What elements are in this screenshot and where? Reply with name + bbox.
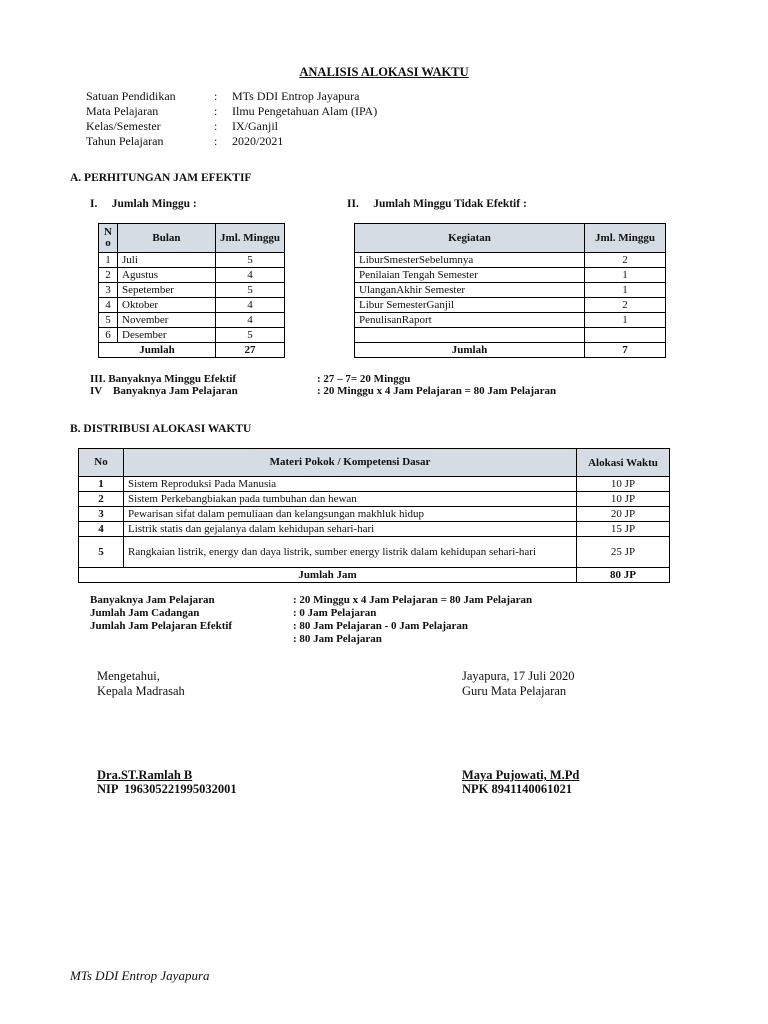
cell-no: 1 [99, 253, 118, 268]
cell-kegiatan: PenulisanRaport [355, 313, 585, 328]
summary-label: Banyaknya Jam Pelajaran [90, 594, 215, 606]
cell-kegiatan: Penilaian Tengah Semester [355, 268, 585, 283]
summary-value: : 0 Jam Pelajaran [293, 607, 377, 619]
info-separator: : [214, 104, 218, 118]
cell-materi: Listrik statis dan gejalanya dalam kehidupan sehari-hari [124, 522, 577, 537]
table-row [355, 268, 666, 283]
table-row [99, 313, 285, 328]
info-row-satuan [86, 89, 377, 104]
cell-no: 5 [99, 313, 118, 328]
cell-jml: 2 [585, 298, 666, 313]
cell-materi: Sistem Reproduksi Pada Manusia [124, 477, 577, 492]
cell-bulan: Desember [118, 328, 216, 343]
teacher-name: Maya Pujowati, M.Pd [462, 768, 580, 782]
sign-right-line2: Guru Mata Pelajaran [462, 684, 567, 698]
cell-jml: 2 [585, 253, 666, 268]
table-row [355, 298, 666, 313]
info-row-kelas [86, 119, 377, 134]
table-header-row [79, 449, 670, 477]
weeks-table [98, 223, 285, 358]
effective-weeks-value: : 27 – 7= 20 Minggu [317, 373, 411, 385]
cell-no: 4 [99, 298, 118, 313]
effective-weeks-label: III. Banyaknya Minggu Efektif [90, 373, 237, 385]
table-row [99, 328, 285, 343]
summary-block [90, 594, 533, 646]
summary-value: : 80 Jam Pelajaran [293, 633, 382, 645]
info-value: MTs DDI Entrop Jayapura [232, 89, 360, 103]
subsection-ii-heading: II. Jumlah Minggu Tidak Efektif : [347, 198, 527, 210]
cell-jml: 1 [585, 283, 666, 298]
cell-no: 1 [79, 477, 124, 492]
table-total-row [99, 343, 285, 358]
table-row [79, 492, 670, 507]
section-a-heading: A. PERHITUNGAN JAM EFEKTIF [70, 172, 252, 184]
cell-bulan: Oktober [118, 298, 216, 313]
header-alokasi: Alokasi Waktu [577, 449, 670, 477]
table-row [99, 298, 285, 313]
cell-kegiatan: LiburSmesterSebelumnya [355, 253, 585, 268]
total-label: Jumlah [99, 343, 216, 358]
total-value: 27 [216, 343, 285, 358]
lesson-hours-label: IV Banyaknya Jam Pelajaran [90, 385, 238, 397]
table-header-row [99, 224, 285, 253]
summary-row [90, 594, 533, 607]
cell-jml: 5 [216, 328, 285, 343]
summary-label: Jumlah Jam Pelajaran Efektif [90, 620, 233, 632]
cell-jml: 1 [585, 268, 666, 283]
summary-value: : 20 Minggu x 4 Jam Pelajaran = 80 Jam Pelajaran [293, 594, 533, 606]
summary-row [90, 633, 382, 646]
sign-right-line1: Jayapura, 17 Juli 2020 [462, 669, 575, 683]
header-kegiatan: Kegiatan [355, 224, 585, 253]
section-b-heading: B. DISTRIBUSI ALOKASI WAKTU [70, 423, 252, 435]
distribution-table [78, 448, 670, 583]
info-label: Satuan Pendidikan [86, 89, 176, 103]
header-no: N o [99, 224, 118, 253]
cell-alokasi: 20 JP [577, 507, 670, 522]
signature-left [97, 669, 185, 699]
lesson-hours-value: : 20 Minggu x 4 Jam Pelajaran = 80 Jam Pelajaran [317, 385, 557, 397]
summary-row [90, 607, 377, 620]
principal-name: Dra.ST.Ramlah B [97, 768, 193, 782]
info-row-mapel [86, 104, 377, 119]
cell-no: 3 [99, 283, 118, 298]
cell-jml: 4 [216, 313, 285, 328]
table-row [99, 253, 285, 268]
header-no: No [79, 449, 124, 477]
cell-no: 3 [79, 507, 124, 522]
cell-alokasi: 25 JP [577, 537, 670, 568]
info-value: IX/Ganjil [232, 119, 278, 133]
cell-jml [585, 328, 666, 343]
table-header-row [355, 224, 666, 253]
cell-jml: 4 [216, 268, 285, 283]
cell-bulan: Agustus [118, 268, 216, 283]
teacher-npk: NPK 8941140061021 [462, 782, 573, 796]
ineffective-weeks-table [354, 223, 666, 358]
document-title: ANALISIS ALOKASI WAKTU [299, 65, 469, 79]
table-row [355, 328, 666, 343]
cell-no: 2 [99, 268, 118, 283]
cell-jml: 1 [585, 313, 666, 328]
summary-value: : 80 Jam Pelajaran - 0 Jam Pelajaran [293, 620, 469, 632]
summary-label: Jumlah Jam Cadangan [90, 607, 200, 619]
cell-materi: Pewarisan sifat dalam pemuliaan dan kelangsungan makhluk hidup [124, 507, 577, 522]
table-row [79, 522, 670, 537]
cell-no: 2 [79, 492, 124, 507]
header-bulan: Bulan [118, 224, 216, 253]
table-total-row [355, 343, 666, 358]
table-row [355, 253, 666, 268]
summary-row [90, 620, 469, 633]
cell-no: 4 [79, 522, 124, 537]
table-row [99, 283, 285, 298]
total-value: 80 JP [577, 568, 670, 583]
cell-jml: 4 [216, 298, 285, 313]
cell-no: 5 [79, 537, 124, 568]
identity-block [86, 89, 377, 149]
info-label: Kelas/Semester [86, 119, 161, 133]
cell-jml: 5 [216, 253, 285, 268]
cell-kegiatan: UlanganAkhir Semester [355, 283, 585, 298]
cell-materi: Rangkaian listrik, energy dan daya listrik, sumber energy listrik dalam kehidupan sehari-hari [124, 537, 577, 568]
table-total-row [79, 568, 670, 583]
subsection-i-heading: I. Jumlah Minggu : [90, 198, 197, 210]
info-separator: : [214, 119, 218, 133]
info-separator: : [214, 134, 218, 148]
table-row [99, 268, 285, 283]
info-row-tahun [86, 134, 377, 149]
cell-bulan: Sepetember [118, 283, 216, 298]
header-jml-minggu: Jml. Minggu [216, 224, 285, 253]
info-label: Tahun Pelajaran [86, 134, 164, 148]
cell-bulan: November [118, 313, 216, 328]
cell-alokasi: 10 JP [577, 477, 670, 492]
cell-kegiatan: Libur SemesterGanjil [355, 298, 585, 313]
table-row [355, 283, 666, 298]
cell-alokasi: 15 JP [577, 522, 670, 537]
cell-bulan: Juli [118, 253, 216, 268]
cell-no: 6 [99, 328, 118, 343]
cell-alokasi: 10 JP [577, 492, 670, 507]
info-label: Mata Pelajaran [86, 104, 159, 118]
page-footer: MTs DDI Entrop Jayapura [70, 968, 210, 983]
header-materi: Materi Pokok / Kompetensi Dasar [124, 449, 577, 477]
cell-kegiatan [355, 328, 585, 343]
header-jml-minggu: Jml. Minggu [585, 224, 666, 253]
info-value: Ilmu Pengetahuan Alam (IPA) [232, 104, 378, 118]
sign-left-line2: Kepala Madrasah [97, 684, 185, 698]
sign-left-line1: Mengetahui, [97, 669, 160, 683]
signature-right [462, 669, 574, 699]
table-row [79, 477, 670, 492]
principal-nip: NIP 196305221995032001 [97, 782, 237, 796]
total-label: Jumlah [355, 343, 585, 358]
total-label: Jumlah Jam [79, 568, 577, 583]
table-row [79, 507, 670, 522]
info-value: 2020/2021 [232, 134, 284, 148]
table-row [355, 313, 666, 328]
cell-jml: 5 [216, 283, 285, 298]
table-row [79, 537, 670, 568]
cell-materi: Sistem Perkebangbiakan pada tumbuhan dan hewan [124, 492, 577, 507]
info-separator: : [214, 89, 218, 103]
total-value: 7 [585, 343, 666, 358]
